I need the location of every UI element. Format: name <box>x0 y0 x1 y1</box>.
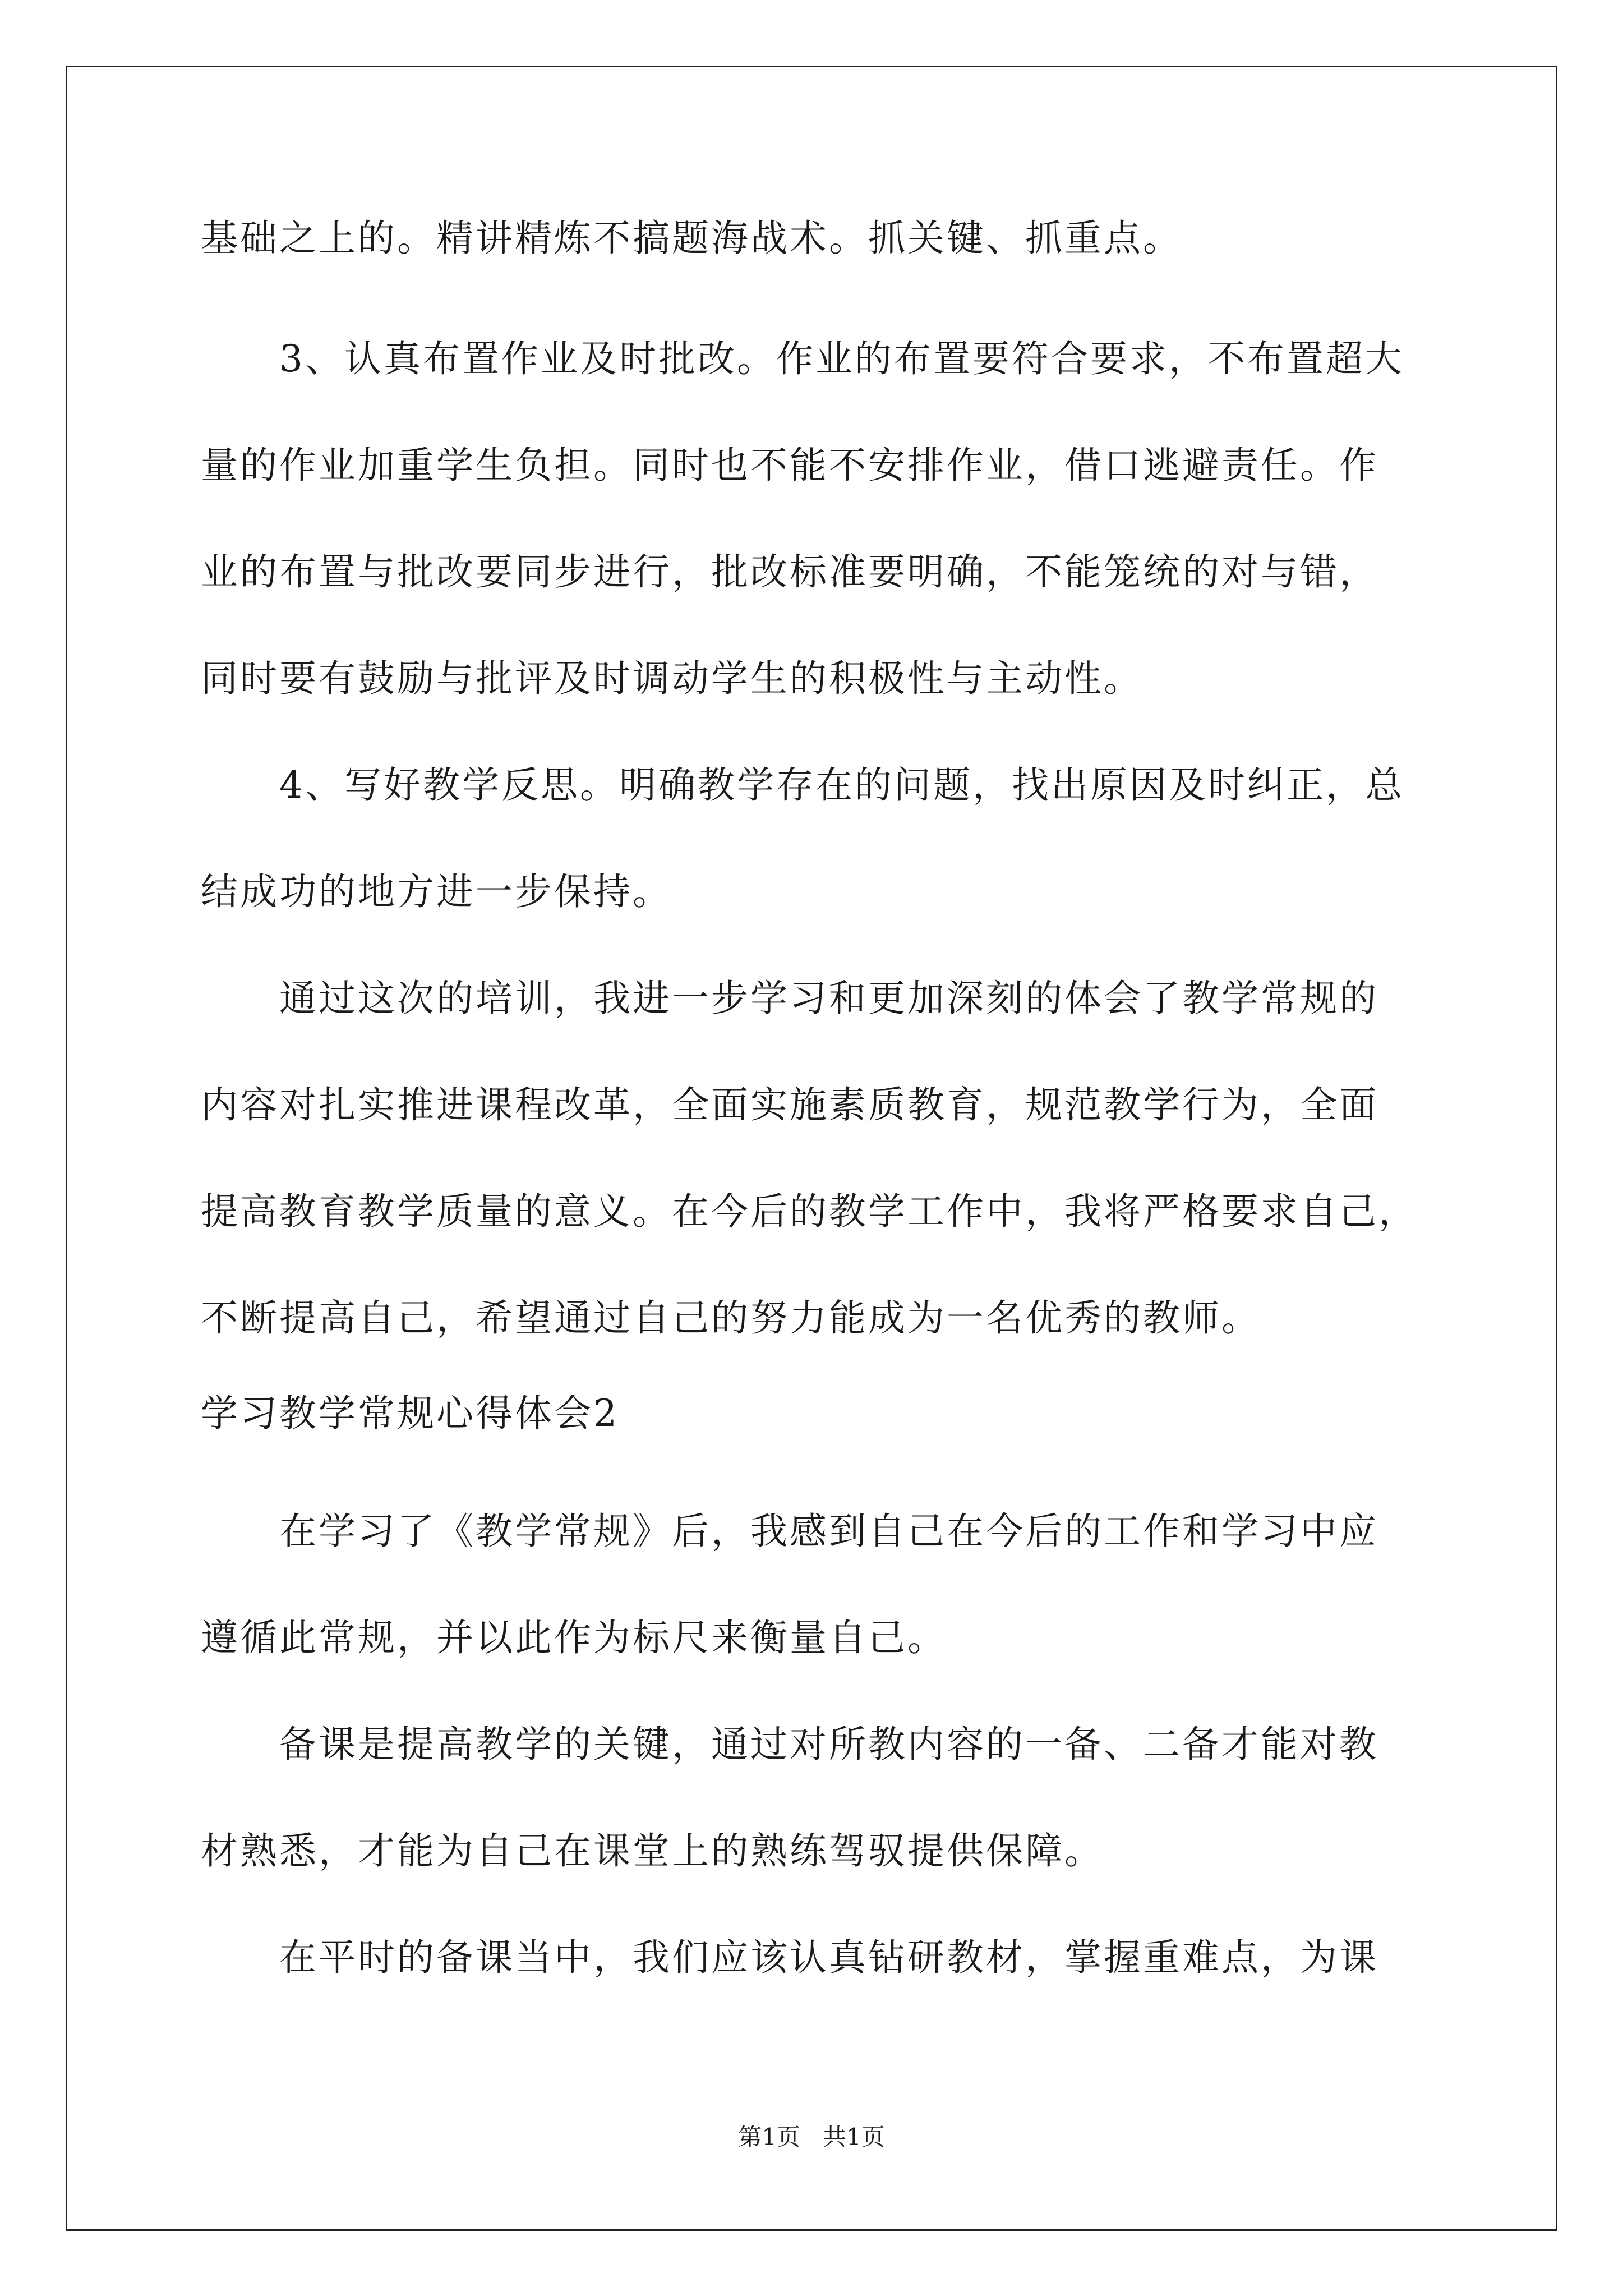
paragraph-3-line-1: 3、认真布置作业及时批改。作业的布置要符合要求，不布置超大 <box>279 337 1404 380</box>
paragraph-3-line-4: 同时要有鼓励与批评及时调动学生的积极性与主动性。 <box>201 657 1143 700</box>
section-2-paragraph-1-line-2: 遵循此常规，并以此作为标尺来衡量自己。 <box>201 1616 947 1659</box>
page-number: 第1页 共1页 <box>738 2123 885 2151</box>
paragraph-3-line-2: 量的作业加重学生负担。同时也不能不安排作业，借口逃避责任。作 <box>201 444 1378 487</box>
body-line-1: 基础之上的。精讲精炼不搞题海战术。抓关键、抓重点。 <box>201 217 1182 260</box>
section-heading: 学习教学常规心得体会2 <box>201 1392 619 1435</box>
section-2-paragraph-2-line-2: 材熟悉，才能为自己在课堂上的熟练驾驭提供保障。 <box>201 1829 1104 1872</box>
conclusion-line-1: 通过这次的培训，我进一步学习和更加深刻的体会了教学常规的 <box>279 977 1378 1020</box>
paragraph-4-line-1: 4、写好教学反思。明确教学存在的问题，找出原因及时纠正，总 <box>279 763 1404 807</box>
paragraph-4-line-2: 结成功的地方进一步保持。 <box>201 870 672 913</box>
paragraph-3-line-3: 业的布置与批改要同步进行，批改标准要明确，不能笼统的对与错， <box>201 550 1378 593</box>
conclusion-line-4: 不断提高自己，希望通过自己的努力能成为一名优秀的教师。 <box>201 1296 1261 1340</box>
conclusion-line-2: 内容对扎实推进课程改革，全面实施素质教育，规范教学行为，全面 <box>201 1083 1378 1126</box>
conclusion-line-3: 提高教育教学质量的意义。在今后的教学工作中，我将严格要求自己， <box>201 1190 1418 1233</box>
section-2-paragraph-3-line-1: 在平时的备课当中，我们应该认真钻研教材，掌握重难点，为课 <box>279 1936 1378 1979</box>
section-2-paragraph-2-line-1: 备课是提高教学的关键，通过对所教内容的一备、二备才能对教 <box>279 1723 1378 1766</box>
page-border <box>66 66 1557 2231</box>
section-2-paragraph-1-line-1: 在学习了《教学常规》后，我感到自己在今后的工作和学习中应 <box>279 1510 1378 1553</box>
